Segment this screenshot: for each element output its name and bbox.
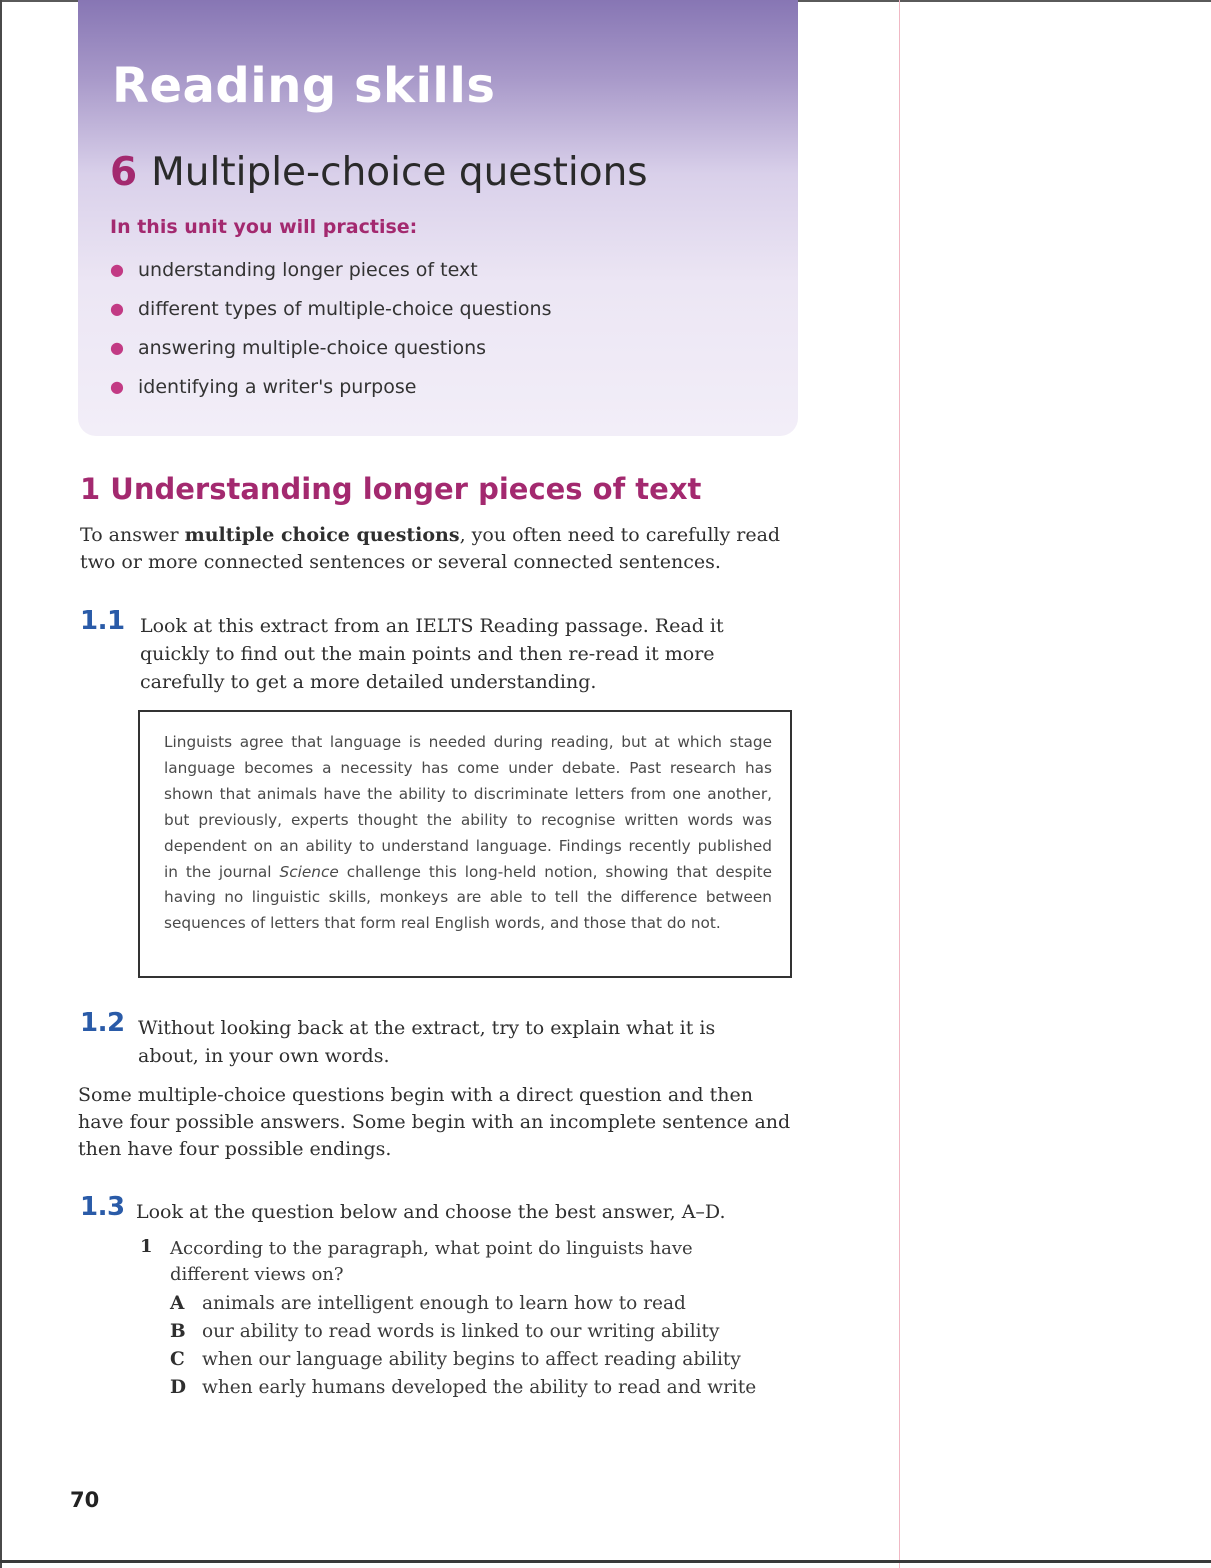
section-heading: 1 Understanding longer pieces of text: [80, 472, 702, 506]
option-letter: A: [170, 1293, 185, 1314]
margin-rule: [899, 0, 900, 1568]
extract-text-part: challenge this long-held notion, showing that despite having no linguistic skills, monkeys are able to tell the difference between sequences of letters that form real English words, and those that do not.: [164, 862, 773, 933]
bullet-icon: ●: [110, 338, 124, 357]
practise-item: [110, 252, 551, 291]
option-letter: D: [170, 1377, 187, 1398]
practise-item: [110, 369, 551, 408]
question-number: 1: [140, 1236, 153, 1257]
option-text: animals are intelligent enough to learn how to read: [202, 1293, 686, 1314]
intro-text: , you often need to carefully read two or more connected sentences or several connected sentences.: [80, 524, 781, 573]
page-left-edge: [0, 0, 2, 1568]
practise-list: [110, 252, 551, 408]
banner-title: Reading skills: [112, 58, 496, 114]
bullet-icon: ●: [110, 299, 124, 318]
task-instruction: Look at this extract from an IELTS Reading passage. Read it quickly to find out the main points and then re-read it more carefully to get a more detailed understanding.: [140, 615, 724, 693]
intro-text: To answer: [80, 524, 185, 546]
task-number: 1.1: [80, 606, 125, 636]
answer-option[interactable]: [170, 1321, 719, 1342]
extract-text-part: Linguists agree that language is needed during reading, but at which stage language becomes a necessity has come under debate. Past research has shown that animals have the ability to discriminate letters from one another, but previously, experts thought the ability to recognise written words was dependent on an ability to understand language. Findings recently published in the journal: [164, 733, 772, 881]
section-intro: [80, 522, 790, 576]
option-text: our ability to read words is linked to our writing ability: [202, 1321, 720, 1342]
practise-item-text: different types of multiple-choice questions: [138, 298, 552, 320]
answer-option[interactable]: [170, 1293, 686, 1314]
option-letter: B: [170, 1321, 186, 1342]
bullet-icon: ●: [110, 260, 124, 279]
question-text: According to the paragraph, what point do linguists have different views on?: [170, 1238, 693, 1285]
page-number: 70: [70, 1488, 100, 1512]
unit-heading: [110, 150, 648, 195]
journal-name: Science: [279, 862, 339, 881]
option-text: when our language ability begins to affect reading ability: [202, 1349, 741, 1370]
practise-item-text: understanding longer pieces of text: [138, 259, 478, 281]
practise-item: [110, 291, 551, 330]
task-number: 1.3: [80, 1192, 125, 1222]
task-instruction: Look at the question below and choose the best answer, A–D.: [136, 1201, 726, 1223]
reading-extract-box: [138, 710, 792, 978]
unit-number: 6: [110, 150, 138, 195]
practise-item-text: answering multiple-choice questions: [138, 337, 487, 359]
practise-item-text: identifying a writer's purpose: [138, 376, 417, 398]
task-number: 1.2: [80, 1008, 125, 1038]
mc-intro-paragraph: Some multiple-choice questions begin with a direct question and then have four possible answers. Some begin with an incomplete sentence and then have four possible endings.: [78, 1084, 791, 1160]
practise-item: [110, 330, 551, 369]
task-instruction: Without looking back at the extract, try to explain what it is about, in your own words.: [138, 1017, 716, 1067]
answer-option[interactable]: [170, 1349, 741, 1370]
reading-extract-text: [164, 730, 772, 937]
page-bottom-border: [0, 1560, 1211, 1563]
option-text: when early humans developed the ability to read and write: [202, 1377, 757, 1398]
practise-heading: In this unit you will practise:: [110, 216, 418, 238]
unit-title: Multiple-choice questions: [151, 150, 648, 195]
answer-option[interactable]: [170, 1377, 756, 1398]
option-letter: C: [170, 1349, 185, 1370]
intro-key-term: multiple choice questions: [184, 524, 460, 546]
bullet-icon: ●: [110, 377, 124, 396]
